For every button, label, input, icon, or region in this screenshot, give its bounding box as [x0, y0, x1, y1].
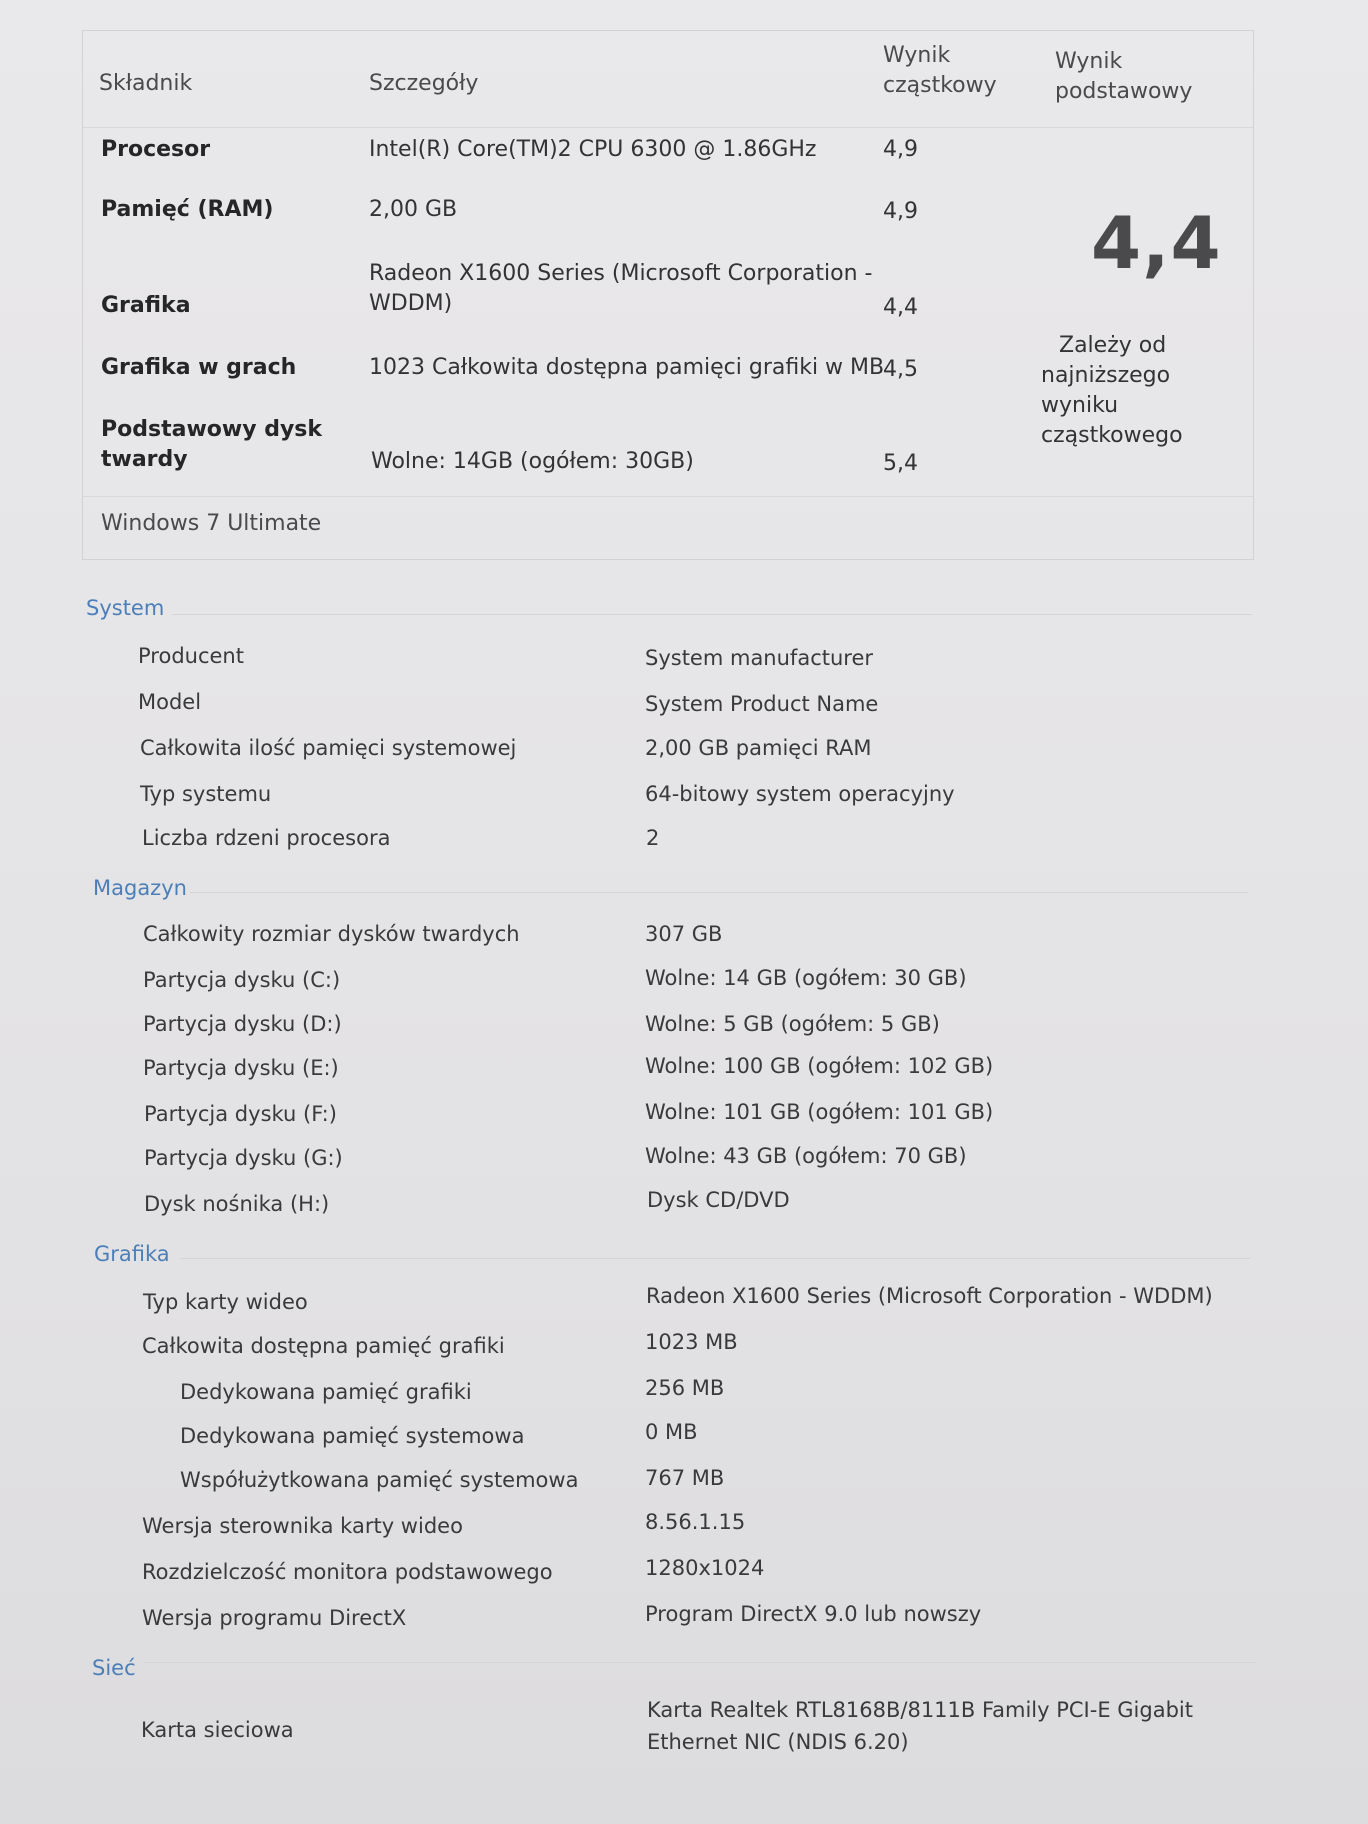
section-title-system: System	[86, 596, 165, 620]
base-score-value: 4,4	[1091, 201, 1222, 285]
base-note-line: Zależy od	[1059, 333, 1167, 358]
header-subscore-line2: cząstkowy	[883, 73, 997, 98]
graphics-label: Wersja sterownika karty wideo	[142, 1514, 463, 1538]
graphics-label: Rozdzielczość monitora podstawowego	[142, 1560, 553, 1584]
system-label: Liczba rdzeni procesora	[142, 826, 391, 850]
graphics-label: Dedykowana pamięć systemowa	[180, 1424, 525, 1448]
system-value: 64-bitowy system operacyjny	[645, 782, 955, 806]
component-name: Grafika	[101, 293, 191, 318]
system-value: 2,00 GB pamięci RAM	[645, 736, 872, 760]
section-divider	[190, 892, 1248, 893]
base-note-line: wyniku	[1041, 393, 1119, 418]
component-name: Pamięć (RAM)	[101, 197, 274, 222]
component-name: Grafika w grach	[101, 355, 297, 380]
component-details: 1023 Całkowita dostępna pamięci grafiki w MB	[369, 355, 885, 380]
component-name-line2: twardy	[101, 447, 188, 472]
storage-value: Wolne: 5 GB (ogółem: 5 GB)	[645, 1012, 940, 1036]
graphics-label: Współużytkowana pamięć systemowa	[180, 1468, 579, 1492]
graphics-value: 1280x1024	[645, 1556, 765, 1580]
system-label: Typ systemu	[140, 782, 272, 806]
system-label: Całkowita ilość pamięci systemowej	[140, 736, 517, 760]
section-divider	[180, 1258, 1250, 1259]
section-title-network: Sieć	[92, 1656, 136, 1680]
storage-label: Partycja dysku (C:)	[143, 968, 341, 992]
component-subscore: 5,4	[883, 451, 918, 476]
component-details: Intel(R) Core(TM)2 CPU 6300 @ 1.86GHz	[369, 137, 817, 162]
storage-label: Całkowity rozmiar dysków twardych	[143, 922, 520, 946]
storage-value: Wolne: 101 GB (ogółem: 101 GB)	[645, 1100, 994, 1124]
component-name: Procesor	[101, 137, 211, 162]
graphics-label: Wersja programu DirectX	[142, 1606, 407, 1630]
component-subscore: 4,9	[883, 199, 918, 224]
component-details-line2: WDDM)	[369, 291, 453, 316]
performance-score-table	[82, 30, 1254, 560]
storage-value: Wolne: 14 GB (ogółem: 30 GB)	[645, 966, 967, 990]
system-value: System manufacturer	[645, 646, 874, 670]
storage-label: Partycja dysku (F:)	[144, 1102, 337, 1126]
section-title-graphics: Grafika	[94, 1242, 170, 1266]
score-table-header	[83, 31, 1253, 128]
base-note-line: najniższego	[1041, 363, 1171, 388]
base-note-line: cząstkowego	[1041, 423, 1183, 448]
header-base-line1: Wynik	[1055, 49, 1123, 74]
os-divider	[83, 496, 1253, 497]
header-subscore-line1: Wynik	[883, 43, 951, 68]
storage-label: Partycja dysku (E:)	[143, 1056, 339, 1080]
header-details: Szczegóły	[369, 71, 479, 96]
section-divider	[172, 614, 1252, 615]
graphics-value: 0 MB	[645, 1420, 698, 1444]
graphics-value: Program DirectX 9.0 lub nowszy	[645, 1602, 982, 1626]
system-label: Producent	[138, 644, 244, 668]
graphics-label: Typ karty wideo	[143, 1290, 308, 1314]
os-edition: Windows 7 Ultimate	[101, 511, 322, 536]
header-base-line2: podstawowy	[1055, 79, 1193, 104]
component-subscore: 4,4	[883, 295, 918, 320]
header-component: Składnik	[99, 71, 193, 96]
storage-label: Partycja dysku (G:)	[144, 1146, 343, 1170]
network-value-line1: Karta Realtek RTL8168B/8111B Family PCI-E Gigabit	[647, 1698, 1193, 1722]
component-subscore: 4,9	[883, 137, 918, 162]
network-value-line2: Ethernet NIC (NDIS 6.20)	[647, 1730, 909, 1754]
system-value: System Product Name	[645, 692, 879, 716]
graphics-value: 256 MB	[645, 1376, 725, 1400]
system-label: Model	[138, 690, 202, 714]
component-subscore: 4,5	[883, 357, 918, 382]
graphics-value: 8.56.1.15	[645, 1510, 746, 1534]
graphics-label: Całkowita dostępna pamięć grafiki	[142, 1334, 505, 1358]
base-score-note	[1041, 331, 1241, 451]
graphics-value: 767 MB	[645, 1466, 725, 1490]
section-divider	[145, 1662, 1255, 1663]
system-value: 2	[646, 826, 660, 850]
storage-value: Wolne: 43 GB (ogółem: 70 GB)	[645, 1144, 967, 1168]
storage-value: 307 GB	[645, 922, 723, 946]
graphics-value: Radeon X1600 Series (Microsoft Corporation - WDDM)	[646, 1284, 1213, 1308]
storage-value: Wolne: 100 GB (ogółem: 102 GB)	[645, 1054, 994, 1078]
network-label: Karta sieciowa	[141, 1718, 294, 1742]
component-details-line1: Radeon X1600 Series (Microsoft Corporation -	[369, 261, 873, 286]
graphics-value: 1023 MB	[645, 1330, 738, 1354]
component-details: Wolne: 14GB (ogółem: 30GB)	[371, 449, 694, 474]
storage-label: Partycja dysku (D:)	[143, 1012, 342, 1036]
storage-label: Dysk nośnika (H:)	[144, 1192, 330, 1216]
storage-value: Dysk CD/DVD	[647, 1188, 790, 1212]
graphics-label: Dedykowana pamięć grafiki	[180, 1380, 472, 1404]
component-details: 2,00 GB	[369, 197, 458, 222]
section-title-storage: Magazyn	[93, 876, 187, 900]
component-name-line1: Podstawowy dysk	[101, 417, 323, 442]
